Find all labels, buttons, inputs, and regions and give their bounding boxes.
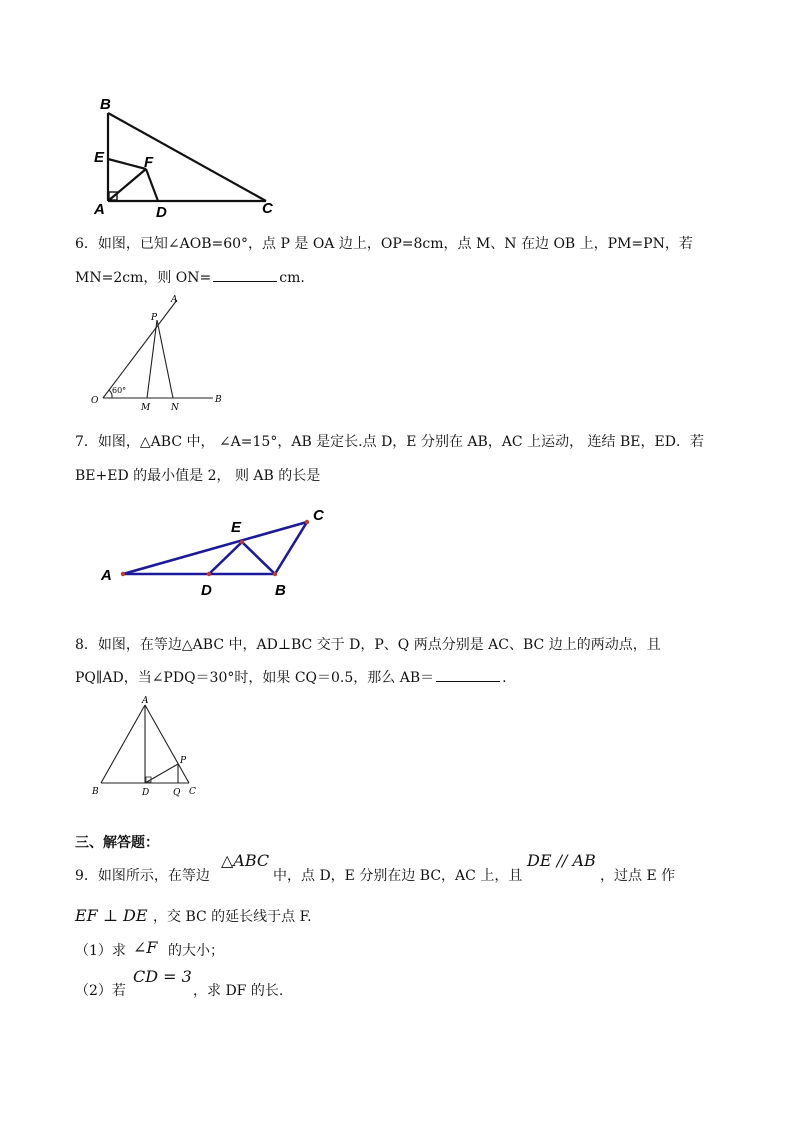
q9-sub2-math: CD = 3 bbox=[133, 967, 192, 986]
fig5-label-b: B bbox=[100, 96, 111, 113]
q9-sub1-suffix: 的大小； bbox=[168, 943, 224, 959]
section-heading: 三、解答题： bbox=[75, 835, 159, 851]
q8-text-part-b: . bbox=[502, 670, 507, 686]
fig7-label-d: D bbox=[201, 582, 212, 599]
fig8-label-p: P bbox=[180, 756, 187, 766]
q9-math-parallel: DE // AB bbox=[527, 851, 596, 870]
figure-q5 bbox=[90, 95, 310, 225]
fig6-label-a: A bbox=[171, 295, 178, 305]
q6-text-line1: 6．如图，已知∠AOB=60°，点 P 是 OA 边上，OP=8cm，点 M、N 在边 OB 上，PM=PN，若 bbox=[75, 236, 693, 252]
q7-text-line2: BE+ED 的最小值是 2， 则 AB 的长是 bbox=[75, 468, 321, 484]
fig5-label-c: C bbox=[262, 200, 273, 217]
fig5-label-f: F bbox=[144, 154, 154, 171]
fig8-label-q: Q bbox=[173, 788, 181, 798]
figure-q7 bbox=[95, 502, 355, 602]
q9-text-p1: 9．如图所示，在等边 bbox=[75, 868, 210, 884]
fig7-label-c: C bbox=[313, 507, 324, 524]
figure-q8 bbox=[85, 693, 215, 803]
q6-text-line2 bbox=[75, 267, 305, 288]
fig8-label-c: C bbox=[189, 787, 196, 797]
fig8-label-d: D bbox=[142, 788, 150, 798]
fig5-label-e: E bbox=[94, 149, 105, 166]
fig6-label-p: P bbox=[151, 313, 158, 323]
fig7-label-a: A bbox=[101, 567, 112, 584]
fig5-label-d: D bbox=[156, 204, 167, 221]
q6-text-part-b: cm. bbox=[279, 270, 305, 286]
q6-text-part-a: MN=2cm，则 ON= bbox=[75, 270, 212, 286]
q8-text-part-a: PQ∥AD，当∠PDQ＝30°时，如果 CQ＝0.5，那么 AB＝ bbox=[75, 670, 435, 686]
q8-text-line1: 8．如图，在等边△ABC 中，AD⊥BC 交于 D，P、Q 两点分别是 AC、BC 边上的两动点，且 bbox=[75, 637, 661, 653]
fig6-label-n: N bbox=[171, 403, 179, 413]
fig7-label-e: E bbox=[231, 519, 242, 536]
q9-sub1-prefix: （1）求 bbox=[75, 943, 126, 959]
q9-text-p4: ，交 BC 的延长线于点 F. bbox=[153, 909, 312, 925]
q8-text-line2 bbox=[75, 667, 507, 688]
q9-sub2-suffix: ，求 DF 的长. bbox=[193, 983, 284, 999]
fig8-label-b: B bbox=[92, 787, 99, 797]
q8-answer-blank[interactable] bbox=[436, 667, 500, 682]
fig6-label-o: O bbox=[91, 396, 99, 406]
figure-q6 bbox=[85, 292, 245, 414]
q9-math-triangle: △ABC bbox=[221, 851, 270, 870]
fig5-label-a: A bbox=[94, 201, 105, 218]
q9-sub1-math: ∠F bbox=[133, 938, 158, 957]
fig6-angle-label: 60° bbox=[112, 386, 127, 395]
q7-text-line1: 7．如图，△ABC 中， ∠A=15°，AB 是定长.点 D，E 分别在 AB，AC 上运动， 连结 BE，ED．若 bbox=[75, 434, 704, 450]
fig8-label-a: A bbox=[142, 696, 149, 706]
q9-math-perpendicular: EF ⊥ DE bbox=[75, 906, 148, 925]
fig6-label-b: B bbox=[215, 395, 222, 405]
q9-sub2-prefix: （2）若 bbox=[75, 983, 126, 999]
fig7-label-b: B bbox=[275, 582, 286, 599]
q9-text-p3: ，过点 E 作 bbox=[600, 868, 676, 884]
q6-answer-blank[interactable] bbox=[213, 267, 277, 282]
fig6-label-m: M bbox=[141, 403, 151, 413]
q9-text-p2: 中，点 D，E 分别在边 BC，AC 上，且 bbox=[273, 868, 523, 884]
